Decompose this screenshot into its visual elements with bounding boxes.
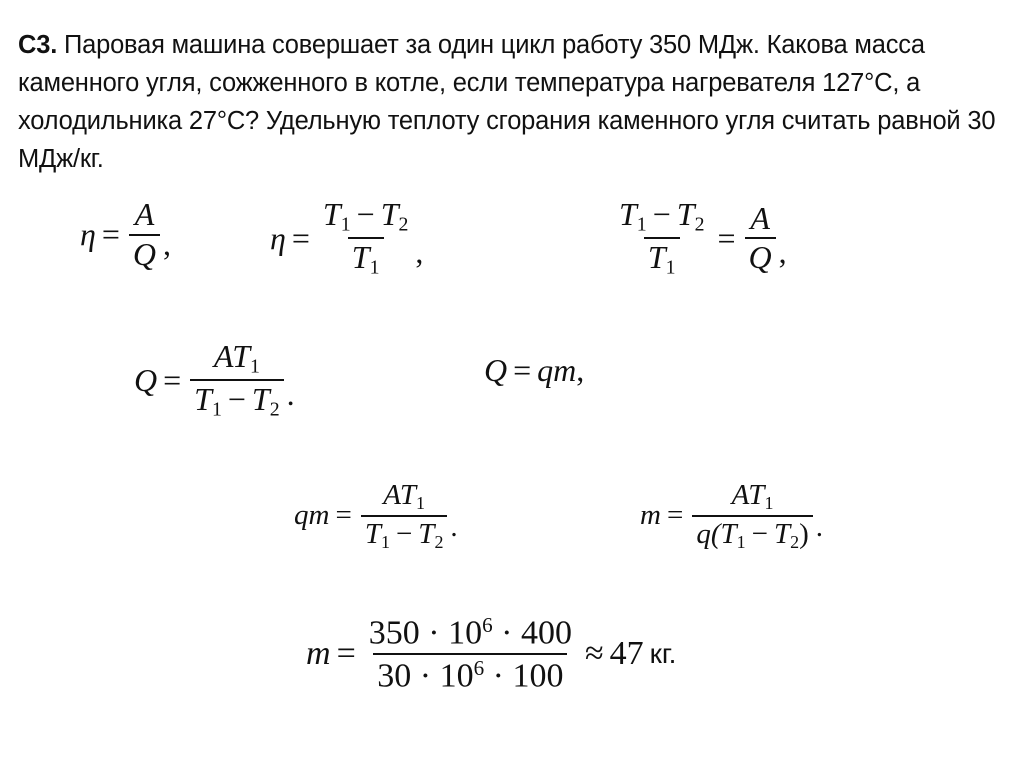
subscript: 1 <box>250 355 260 378</box>
fraction-a-over-q <box>745 199 776 276</box>
denominator: Q <box>745 237 776 275</box>
number: 30 · 10 <box>377 657 474 695</box>
minus-sign: − <box>652 196 671 232</box>
eta-symbol: η <box>80 216 96 253</box>
subscript: 1 <box>665 256 676 279</box>
numerator: A <box>750 199 770 236</box>
punctuation: , <box>576 352 585 388</box>
q-symbol: Q <box>484 352 508 388</box>
formula-mass-expression <box>640 480 823 552</box>
m-symbol: m <box>640 499 661 532</box>
denominator <box>692 515 812 552</box>
t-symbol: T <box>647 239 666 276</box>
subscript: 1 <box>416 493 425 514</box>
t-symbol: T <box>194 381 212 418</box>
fraction-mass <box>692 480 812 552</box>
equals-sign: = <box>666 499 684 532</box>
punctuation: . <box>815 510 824 543</box>
subscript: 1 <box>380 531 390 552</box>
result-value: 47 <box>609 635 644 673</box>
fraction-temperature-difference <box>319 198 412 279</box>
subscript: 1 <box>764 493 774 514</box>
problem-statement <box>18 26 1013 178</box>
formula-heat-combustion <box>484 352 584 389</box>
a-symbol: A <box>731 479 749 511</box>
t-symbol: T <box>676 196 695 232</box>
equals-sign: = <box>335 499 352 532</box>
minus-sign: − <box>227 381 246 418</box>
denominator <box>373 653 567 694</box>
numerator: A <box>134 196 155 232</box>
formula-qm-equation <box>294 480 458 552</box>
punctuation: . <box>286 375 295 412</box>
number: · 400 <box>492 614 572 652</box>
subscript: 2 <box>790 531 800 552</box>
t-symbol: T <box>251 381 270 418</box>
t-symbol: T <box>380 196 399 232</box>
denominator: Q <box>129 234 160 272</box>
result-unit: кг. <box>649 638 677 670</box>
formula-final-result <box>306 614 676 695</box>
punctuation: , <box>163 226 172 263</box>
t-symbol: T <box>418 517 435 550</box>
t-symbol: T <box>720 517 737 550</box>
number: · 100 <box>484 657 564 695</box>
subscript: 2 <box>694 213 705 236</box>
equals-sign: = <box>513 352 532 388</box>
t-symbol: T <box>351 239 370 276</box>
subscript: 2 <box>269 398 280 421</box>
numerator <box>365 614 576 653</box>
equals-sign: = <box>291 219 310 256</box>
fraction-numeric <box>365 614 576 695</box>
numerator <box>210 340 264 379</box>
subscript: 2 <box>398 213 409 236</box>
equals-sign: = <box>163 361 182 398</box>
t-symbol: T <box>322 196 341 232</box>
approx-sign: ≈ <box>584 635 604 673</box>
fraction-a-over-q <box>129 198 160 271</box>
superscript: 6 <box>482 613 493 637</box>
formula-efficiency-temperature <box>270 198 423 279</box>
qm-product: qm <box>537 352 577 388</box>
formula-efficiency-equality <box>612 198 787 279</box>
numerator <box>728 480 778 515</box>
formula-efficiency-work <box>80 198 171 271</box>
t-symbol: T <box>399 479 417 511</box>
equals-sign: = <box>336 635 356 673</box>
eta-symbol: η <box>270 219 286 256</box>
denominator <box>190 379 283 420</box>
superscript: 6 <box>473 656 485 681</box>
t-symbol: T <box>364 517 381 550</box>
problem-label: С3. <box>18 31 58 59</box>
a-symbol: A <box>213 338 233 374</box>
t-symbol: T <box>619 196 637 232</box>
subscript: 1 <box>369 256 380 279</box>
punctuation: , <box>415 233 424 270</box>
fraction-heat <box>361 480 448 552</box>
minus-sign: − <box>751 517 768 550</box>
fraction-heat <box>190 340 283 421</box>
problem-text: Паровая машина совершает за один цикл работу 350 МДж. Какова масса каменного угля, сожженного в котле, если температура нагревателя 127°С, а холодильника 27°С? Удельную теплоту сгорания каменного угля считать равной 30 МДж/кг. <box>18 31 996 173</box>
punctuation: , <box>778 233 787 270</box>
minus-sign: − <box>356 196 375 232</box>
subscript: 1 <box>211 398 222 421</box>
denominator <box>361 515 448 552</box>
close-paren: ) <box>799 517 809 550</box>
fraction-temperature-difference <box>615 198 708 279</box>
numerator <box>615 198 708 237</box>
subscript: 2 <box>434 531 444 552</box>
subscript: 1 <box>636 213 647 236</box>
numerator <box>319 198 412 237</box>
denominator <box>348 237 384 278</box>
subscript: 1 <box>340 213 351 236</box>
numerator <box>379 480 429 515</box>
m-symbol: m <box>306 635 331 673</box>
qm-product: qm <box>294 499 330 532</box>
t-symbol: T <box>748 479 765 511</box>
t-symbol: T <box>773 517 791 550</box>
t-symbol: T <box>232 338 251 374</box>
formula-heat-from-work <box>134 340 295 421</box>
number: 350 · 10 <box>368 614 483 652</box>
denominator <box>644 237 680 278</box>
equals-sign: = <box>717 219 736 256</box>
subscript: 1 <box>736 531 746 552</box>
q-symbol: q( <box>696 517 721 550</box>
minus-sign: − <box>395 517 413 550</box>
equals-sign: = <box>101 216 120 253</box>
a-symbol: A <box>383 479 400 511</box>
punctuation: . <box>450 510 458 543</box>
q-symbol: Q <box>134 361 158 398</box>
